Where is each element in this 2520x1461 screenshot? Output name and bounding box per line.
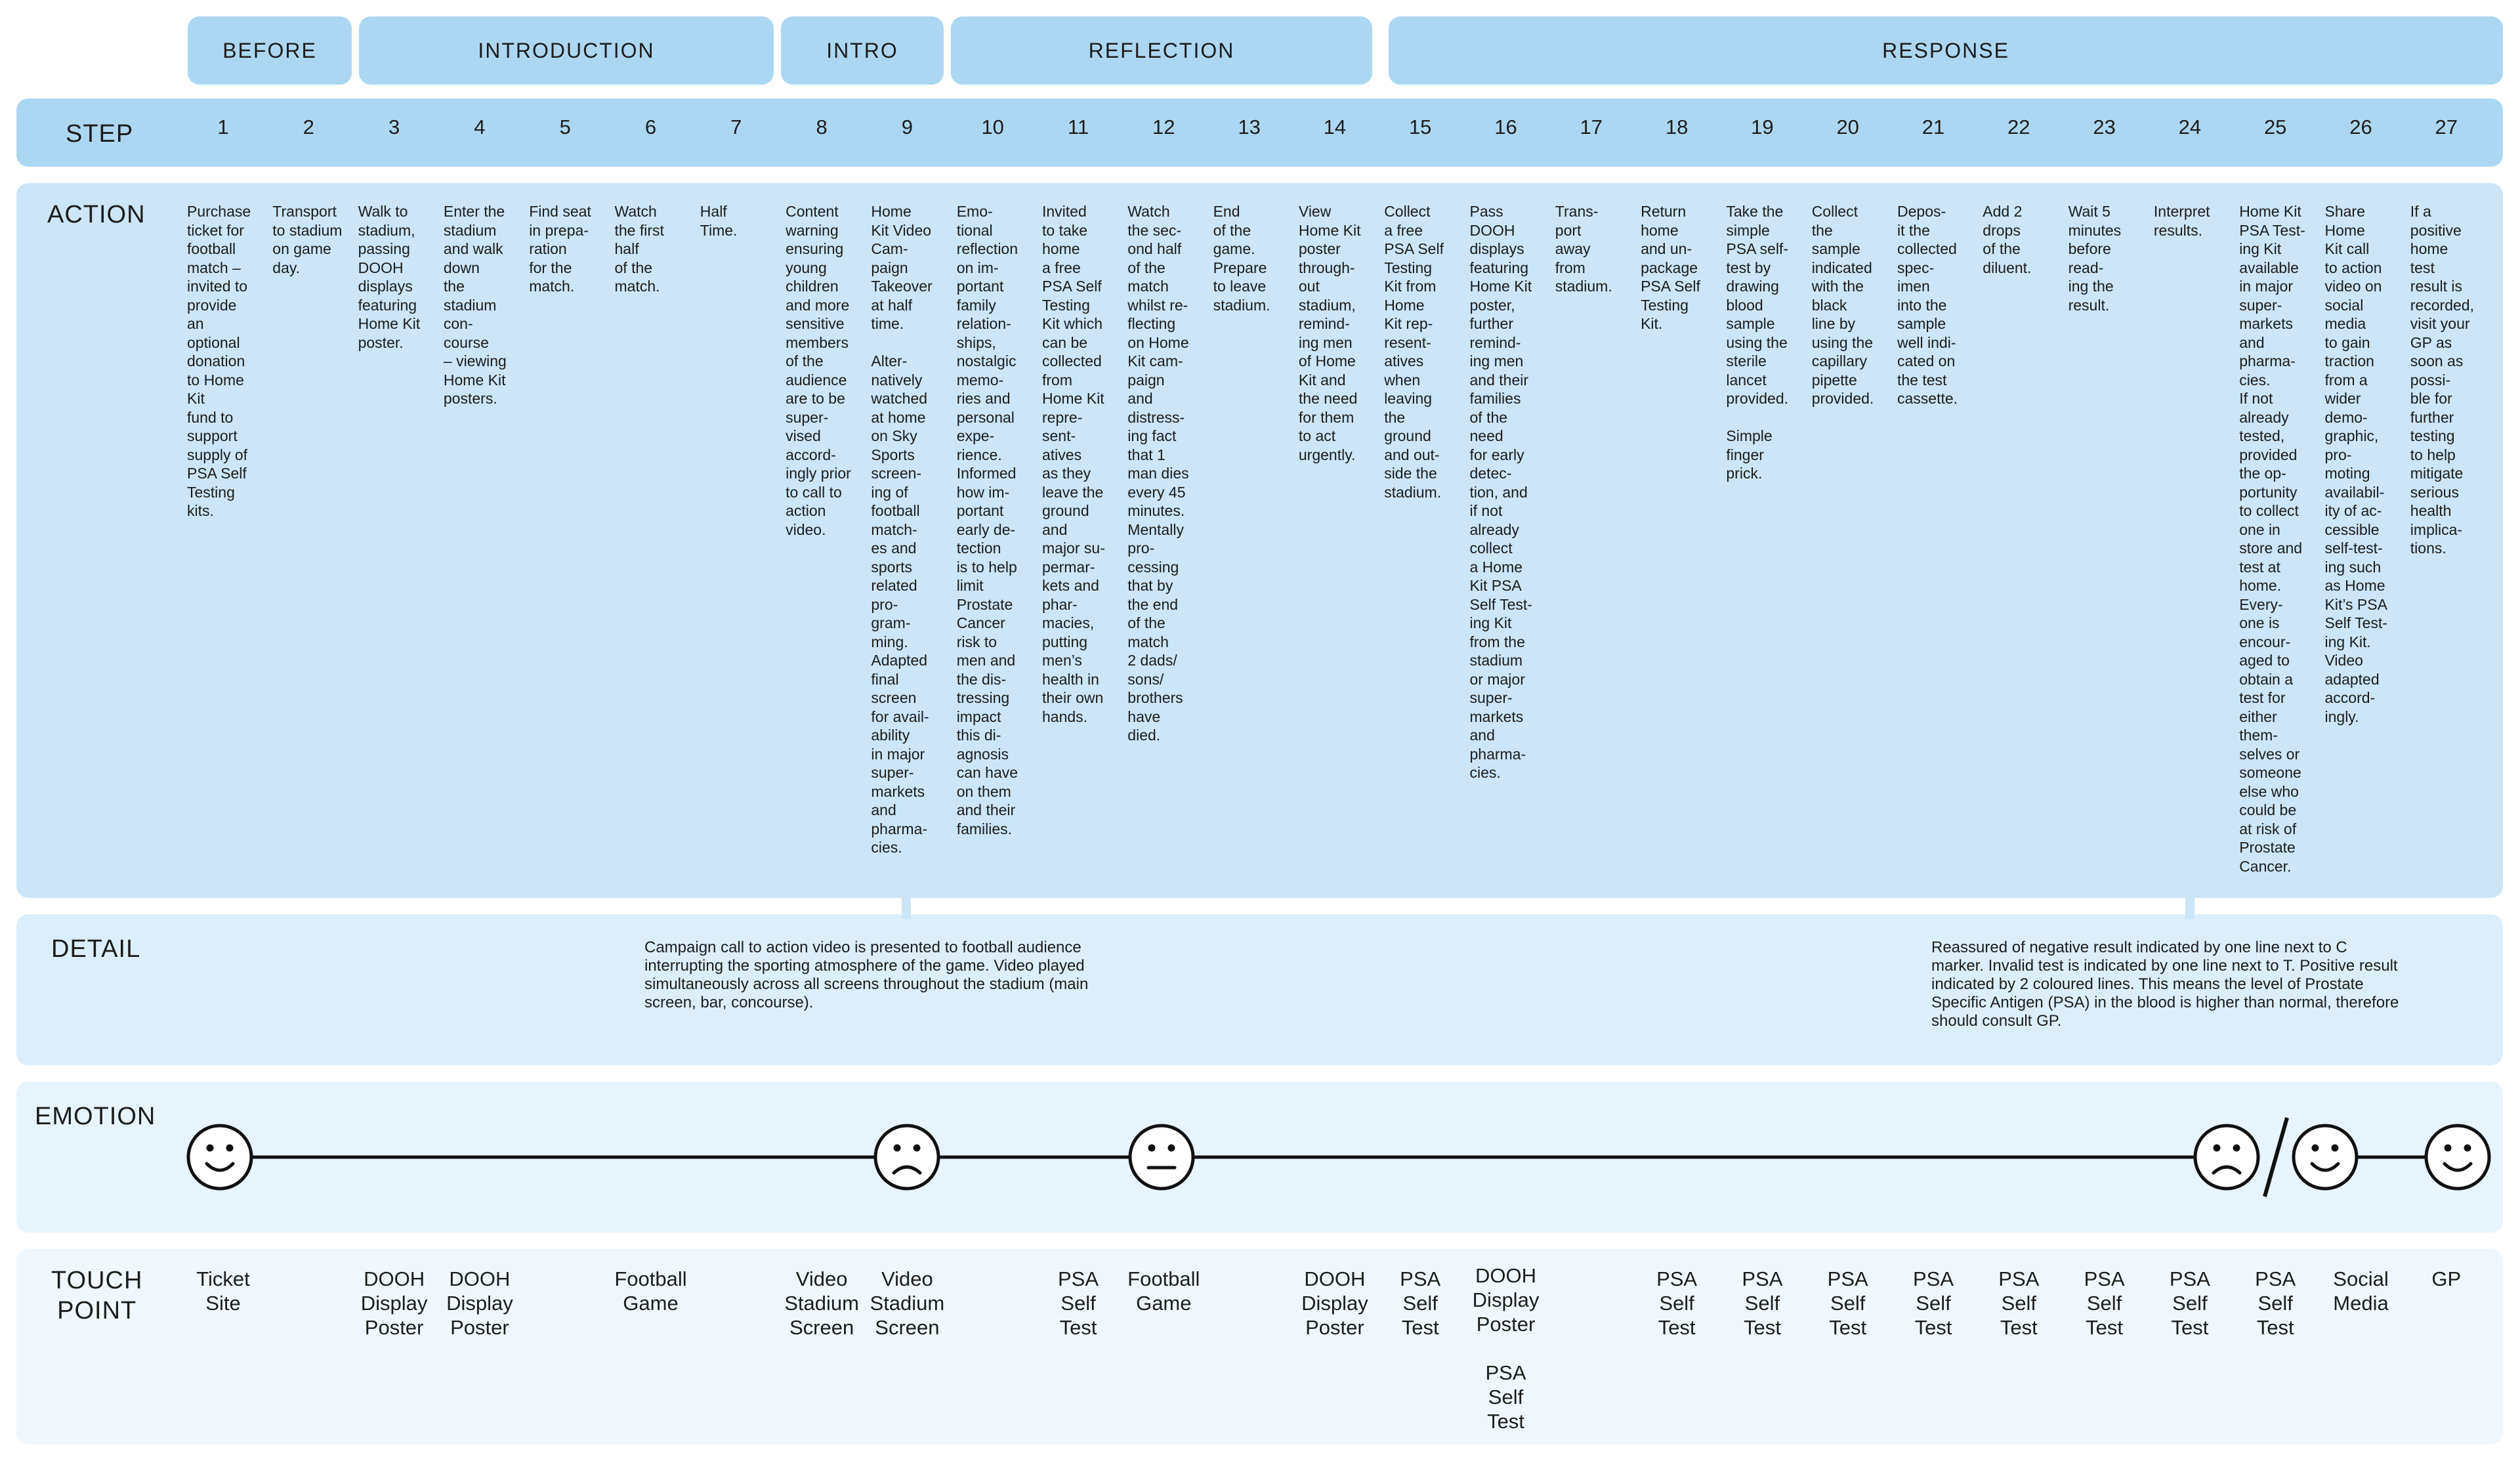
detail-step24: Reassured of negative result indicated by one line next to C marker. Invalid test is indicated by one line next to T. Positive result indicated by 2 coloured lines. This means the level of Prostate Specific Antigen (PSA) in the blood is higher than normal, therefore should consult GP.: [1931, 939, 2399, 1030]
step-number: 11: [1067, 116, 1089, 138]
phase-introduction: INTRODUCTION: [359, 16, 774, 85]
step-number: 22: [2007, 116, 2030, 138]
step-number: 6: [644, 116, 657, 138]
touchpoint-step-9: Video Stadium Screen: [870, 1267, 945, 1339]
step-number: 26: [2349, 116, 2372, 138]
touchpoint-step-23: PSA Self Test: [2084, 1267, 2125, 1339]
action-step-22: Add 2 drops of the diluent.: [1983, 203, 2032, 276]
step-number: 17: [1580, 116, 1603, 138]
touchpoint-step-4: DOOH Display Poster: [446, 1267, 513, 1339]
action-step-9: Home Kit Video Cam- paign Takeover at half time. Alter- natively watched at home on Sky Sports screen- ing of football match- es and sports related pro- gram- ming. Adapted final screen for avail- ability in major super- markets and pharma- cies.: [871, 203, 933, 856]
phase-reflection: REFLECTION: [951, 16, 1372, 85]
phase-before: BEFORE: [188, 16, 352, 85]
touchpoint-step-11: PSA Self Test: [1057, 1267, 1099, 1339]
touchpoint-step-27: GP: [2431, 1267, 2462, 1290]
action-step-16: Pass DOOH displays featuring Home Kit poster, further remind- ing men and their families of the need for early detec- tion, and if not already collect a Home Kit PSA Self Test- ing Kit from the stadium or major super- markets and pharma- cies.: [1469, 203, 1532, 781]
row-label-step: STEP: [66, 120, 134, 148]
touchpoint-step-14: DOOH Display Poster: [1301, 1267, 1368, 1339]
action-step-26: Share Home Kit call to action video on social media to gain traction from a wider demo- graphic, pro- moting availabil- ity of ac- cessible self-test- ing such as Home Kit’s PSA Self Test- ing Kit. Video adapted accord- ingly.: [2324, 203, 2387, 725]
phase-response: RESPONSE: [1389, 16, 2503, 85]
row-label-action: ACTION: [47, 201, 146, 228]
step-number: 7: [730, 116, 742, 138]
step-number: 20: [1836, 116, 1859, 138]
touchpoint-step-8: Video Stadium Screen: [784, 1267, 859, 1339]
emotion-band: [16, 1082, 2503, 1233]
row-label-detail: DETAIL: [51, 935, 141, 963]
step-number: 25: [2263, 116, 2287, 138]
step-number: 14: [1323, 116, 1347, 138]
step-number: 2: [303, 116, 314, 138]
touchpoint-step-24: PSA Self Test: [2169, 1267, 2210, 1339]
touchpoint-step-25: PSA Self Test: [2255, 1267, 2296, 1339]
action-step-24: Interpret results.: [2153, 203, 2210, 239]
detail-step9: Campaign call to action video is presented to football audience interrupting the sporting atmosphere of the game. Video played simultaneously across all screens throughout the stadium (main screen, bar, concourse).: [644, 939, 1089, 1011]
step-number: 4: [474, 116, 486, 138]
action-step-14: View Home Kit poster through- out stadium, remind- ing men of Home Kit and the need for them to act urgently.: [1298, 203, 1361, 463]
step-number: 8: [816, 116, 828, 138]
detail-connector-step24: [2185, 893, 2194, 919]
action-step-5: Find seat in prepa- ration for the match.: [529, 203, 591, 295]
touchpoint-step-6: Football Game: [614, 1267, 687, 1315]
action-step-1: Purchase ticket for football match – invited to provide an optional donation to Home Kit fund to support supply of PSA Self Testing kits.: [187, 203, 251, 519]
action-step-8: Content warning ensuring young children and more sensitive members of the audience are to be super- vised accord- ingly prior to call to action video.: [786, 203, 851, 538]
step-number: 1: [217, 116, 229, 138]
touchpoint-step-21: PSA Self Test: [1912, 1267, 1954, 1339]
step-number: 16: [1494, 116, 1517, 138]
action-step-10: Emo- tional reflection on im- portant family relation- ships, nostalgic memo- ries and personal expe- rience. Informed how im- portant early de- tection is to help limit Prostate Cancer risk to men and the dis- tressing impact this di- agnosis can have on them and their families.: [956, 203, 1018, 837]
action-step-3: Walk to stadium, passing DOOH displays featuring Home Kit poster.: [358, 203, 421, 351]
step-number: 13: [1238, 116, 1261, 138]
touchpoint-step-16: DOOH Display Poster PSA Self Test: [1472, 1264, 1540, 1433]
row-label-touchpoint: TOUCH POINT: [51, 1267, 143, 1324]
step-number: 21: [1922, 116, 1945, 138]
touchpoint-step-15: PSA Self Test: [1400, 1267, 1441, 1339]
row-label-emotion: EMOTION: [35, 1103, 156, 1130]
step-number: 23: [2093, 116, 2116, 138]
action-step-2: Transport to stadium on game day.: [272, 203, 343, 276]
touchpoint-step-19: PSA Self Test: [1742, 1267, 1783, 1339]
action-step-21: Depos- it the collected spec- imen into the sample well indi- cated on the test cassette.: [1897, 203, 1958, 407]
touchpoint-step-1: Ticket Site: [196, 1267, 250, 1315]
step-number: 19: [1751, 116, 1774, 138]
touchpoint-step-26: Social Media: [2333, 1267, 2389, 1315]
step-number: 18: [1665, 116, 1689, 138]
action-step-18: Return home and un- package PSA Self Testing Kit.: [1641, 203, 1700, 332]
step-number: 5: [559, 116, 571, 138]
phase-intro: INTRO: [781, 16, 944, 85]
action-step-6: Watch the first half of the match.: [614, 203, 664, 295]
step-number: 10: [981, 116, 1004, 138]
action-step-13: End of the game. Prepare to leave stadium.: [1213, 203, 1270, 314]
action-step-23: Wait 5 minutes before read- ing the result.: [2068, 203, 2122, 314]
detail-connector-step9: [902, 893, 911, 919]
touchpoint-step-22: PSA Self Test: [1998, 1267, 2040, 1339]
action-step-15: Collect a free PSA Self Testing Kit from Home Kit rep- resent- atives when leaving the ground and out- side the stadium.: [1384, 203, 1444, 501]
touchpoint-step-18: PSA Self Test: [1656, 1267, 1698, 1339]
action-step-17: Trans- port away from stadium.: [1555, 203, 1612, 295]
action-step-4: Enter the stadium and walk down the stadium con- course – viewing Home Kit posters.: [443, 203, 507, 407]
action-step-25: Home Kit PSA Test- ing Kit available in major super- markets and pharma- cies. If not already tested, provided the op- portunity to collect one in store and test at home. Every- one is encour- aged to obtain a test for either them- selves or someone else who could be at risk of Prostate Cancer.: [2239, 203, 2305, 875]
action-step-19: Take the simple PSA self- test by drawing blood sample using the sterile lancet provided. Simple finger prick.: [1726, 203, 1789, 482]
step-number: 12: [1152, 116, 1175, 138]
action-step-7: Half Time.: [700, 203, 738, 239]
touchpoint-step-12: Football Game: [1127, 1267, 1200, 1315]
action-step-20: Collect the sample indicated with the black line by using the capillary pipette provided.: [1811, 203, 1874, 407]
step-number: 9: [901, 116, 914, 138]
step-number: 3: [388, 116, 400, 138]
action-step-27: If a positive home test result is recorded, visit your GP as soon as possi- ble for further testing to help mitigate serious health implica- tions.: [2410, 203, 2474, 557]
step-number: 27: [2435, 116, 2458, 138]
action-step-11: Invited to take home a free PSA Self Testing Kit which can be collected from Home Kit repre- sent- atives as they leave the ground and major su- permar- kets and phar- macies, putting men’s health in their own hands.: [1042, 203, 1105, 725]
action-step-12: Watch the sec- ond half of the match whilst re- flecting on Home Kit cam- paign and distress- ing fact that 1 man dies every 45 minutes. Mentally pro- cessing that by the end of the match 2 dads/ sons/ brothers have died.: [1127, 203, 1189, 744]
step-number: 24: [2178, 116, 2202, 138]
step-number: 15: [1408, 116, 1432, 138]
touchpoint-step-3: DOOH Display Poster: [360, 1267, 428, 1339]
touchpoint-step-20: PSA Self Test: [1827, 1267, 1868, 1339]
